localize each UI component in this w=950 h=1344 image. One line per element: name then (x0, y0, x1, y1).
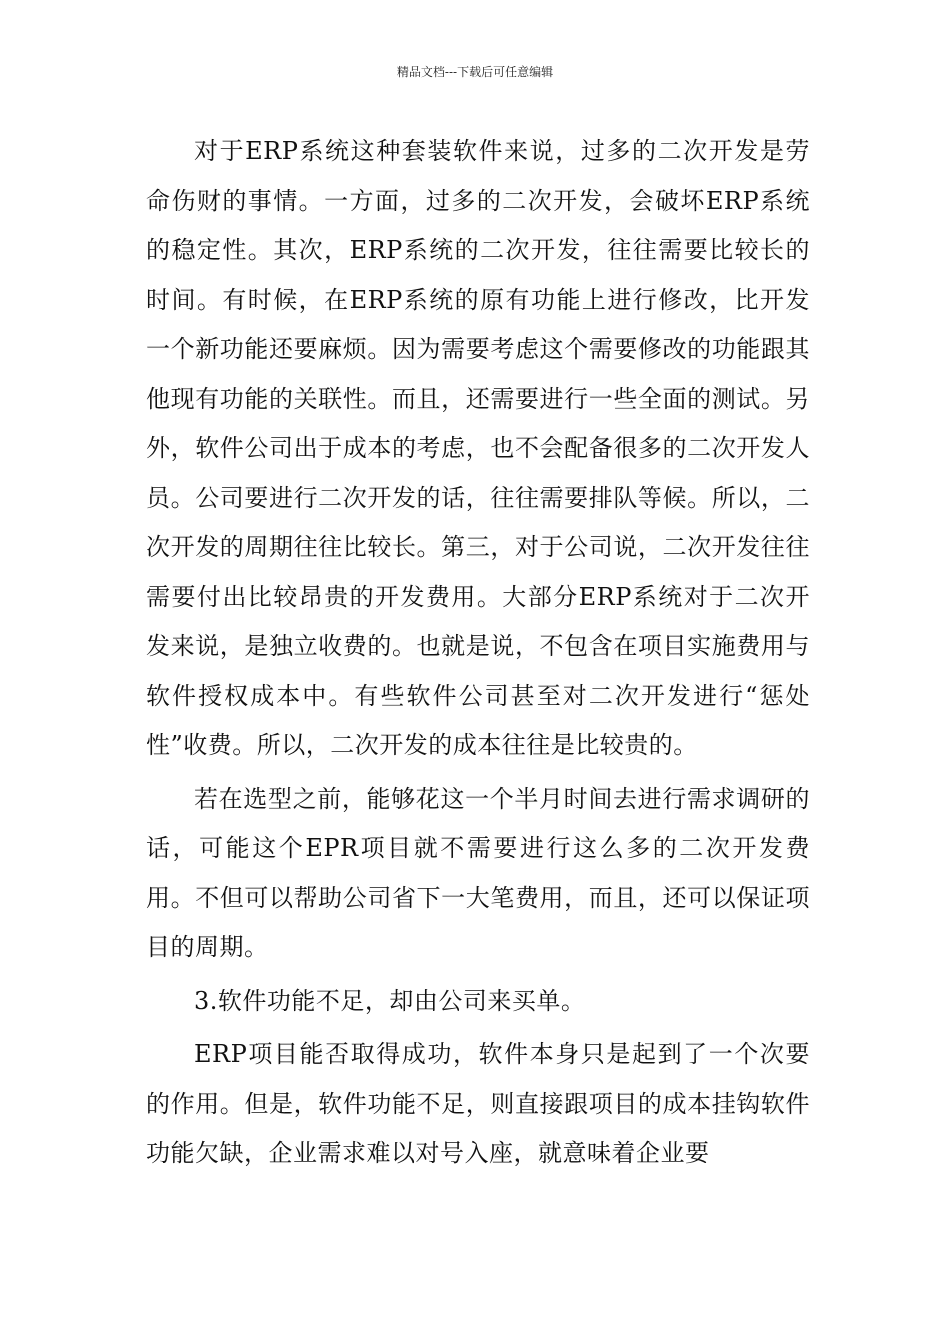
paragraph-1: 对于ERP系统这种套装软件来说，过多的二次开发是劳命伤财的事情。一方面，过多的二次开发，会破坏ERP系统的稳定性。其次，ERP系统的二次开发，往往需要比较长的时间。有时候，在ERP系统的原有功能上进行修改，比开发一个新功能还要麻烦。因为需要考虑这个需要修改的功能跟其他现有功能的关联性。而且，还需要进行一些全面的测试。另外，软件公司出于成本的考虑，也不会配备很多的二次开发人员。公司要进行二次开发的话，往往需要排队等候。所以，二次开发的周期往往比较长。第三，对于公司说，二次开发往往需要付出比较昂贵的开发费用。大部分ERP系统对于二次开发来说，是独立收费的。也就是说，不包含在项目实施费用与软件授权成本中。有些软件公司甚至对二次开发进行“惩处性”收费。所以，二次开发的成本往往是比较贵的。 (146, 137, 810, 759)
paragraph-3: ERP项目能否取得成功，软件本身只是起到了一个次要的作用。但是，软件功能不足，则直接跟项目的成本挂钩软件功能欠缺，企业需求难以对号入座，就意味着企业要 (146, 1040, 810, 1167)
section-heading: 3.软件功能不足，却由公司来买单。 (194, 986, 586, 1015)
document-body (146, 127, 810, 1183)
page-header: 精品文档---下载后可任意编辑 (396, 65, 554, 79)
paragraph-2: 若在选型之前，能够花这一个半月时间去进行需求调研的话，可能这个EPR项目就不需要进行这么多的二次开发费用。不但可以帮助公司省下一大笔费用，而且，还可以保证项目的周期。 (146, 784, 810, 961)
